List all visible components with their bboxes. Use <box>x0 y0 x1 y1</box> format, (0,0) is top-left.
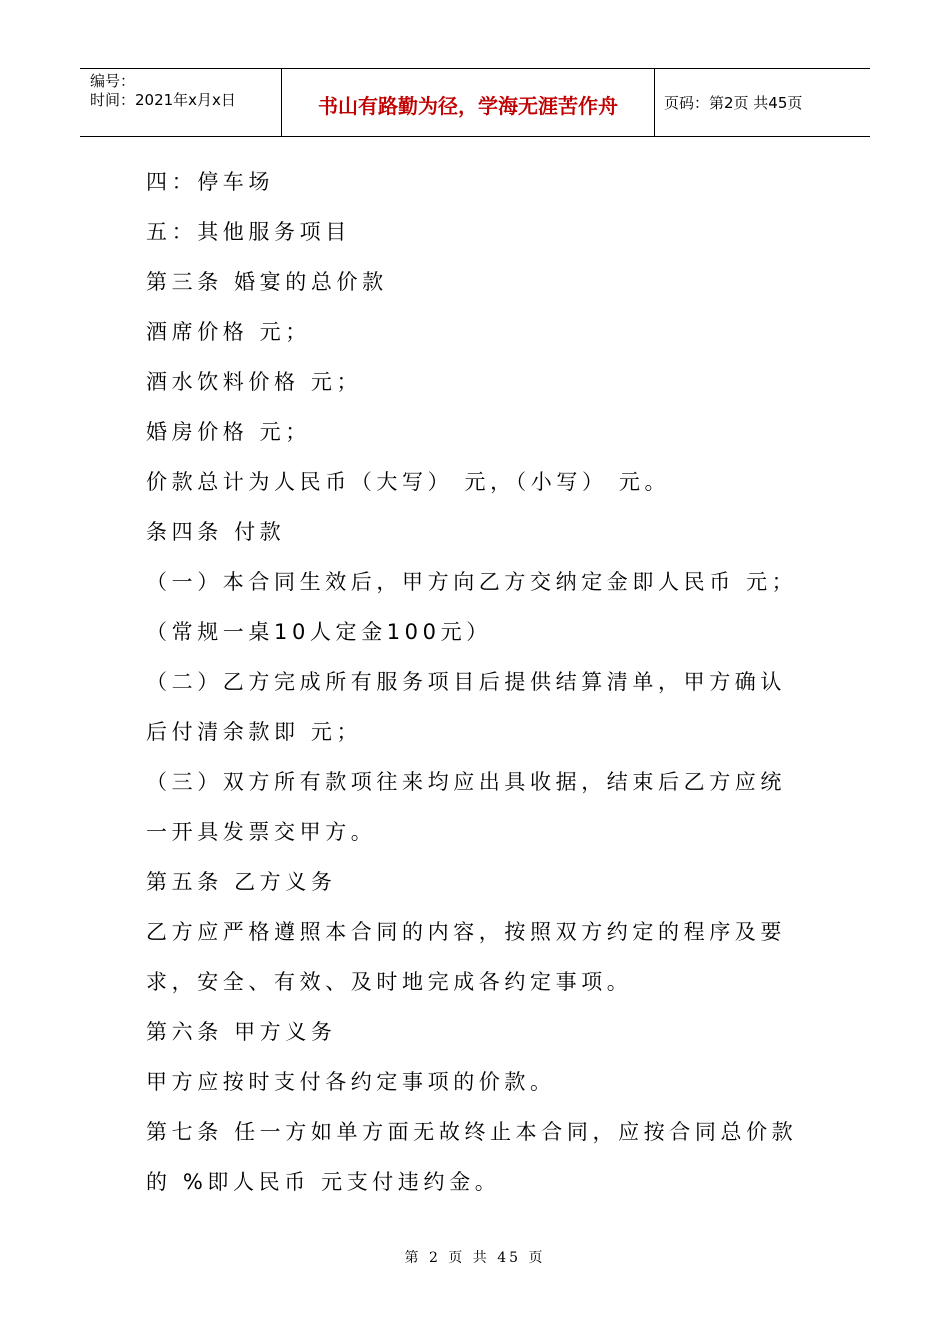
text-line: 求，安全、有效、及时地完成各约定事项。 <box>146 970 633 994</box>
text-line: （三）双方所有款项往来均应出具收据，结束后乙方应统 <box>146 770 786 794</box>
header-bottom-rule <box>80 136 870 137</box>
header-top-rule <box>80 68 870 69</box>
text-line: 后付清余款即 元； <box>146 720 363 744</box>
text-line: 一开具发票交甲方。 <box>146 820 377 844</box>
text-line: 五：其他服务项目 <box>146 220 351 244</box>
date-line: 时间：2021年x月x日 <box>90 91 236 109</box>
text-line: 乙方应严格遵照本合同的内容，按照双方约定的程序及要 <box>146 920 786 944</box>
text-line: 价款总计为人民币（大写） 元，（小写） 元。 <box>146 470 671 494</box>
text-line: 甲方应按时支付各约定事项的价款。 <box>146 1070 556 1094</box>
header-motto: 书山有路勤为径，学海无涯苦作舟 <box>318 94 618 118</box>
header-page-info: 页码：第2页 共45页 <box>664 94 803 112</box>
section-heading: 条四条 付款 <box>146 520 286 544</box>
section-heading: 第三条 婚宴的总价款 <box>146 270 388 294</box>
text-line: 酒席价格 元； <box>146 320 311 344</box>
text-line: 婚房价格 元； <box>146 420 311 444</box>
text-line: （二）乙方完成所有服务项目后提供结算清单，甲方确认 <box>146 670 786 694</box>
section-heading: 第六条 甲方义务 <box>146 1020 337 1044</box>
text-line: 第七条 任一方如单方面无故终止本合同，应按合同总价款 <box>146 1120 798 1144</box>
text-line: 的 %即人民币 元支付违约金。 <box>146 1170 501 1194</box>
text-line: （常规一桌10人定金100元） <box>146 620 492 644</box>
text-line: 酒水饮料价格 元； <box>146 370 363 394</box>
section-heading: 第五条 乙方义务 <box>146 870 337 894</box>
header-divider-right <box>654 68 655 136</box>
contract-body <box>146 157 826 1207</box>
page-footer: 第 2 页 共 45 页 <box>404 1250 546 1266</box>
text-line: （一）本合同生效后，甲方向乙方交纳定金即人民币 元； <box>146 570 798 594</box>
serial-number-label: 编号： <box>90 72 136 90</box>
text-line: 四：停车场 <box>146 170 274 194</box>
